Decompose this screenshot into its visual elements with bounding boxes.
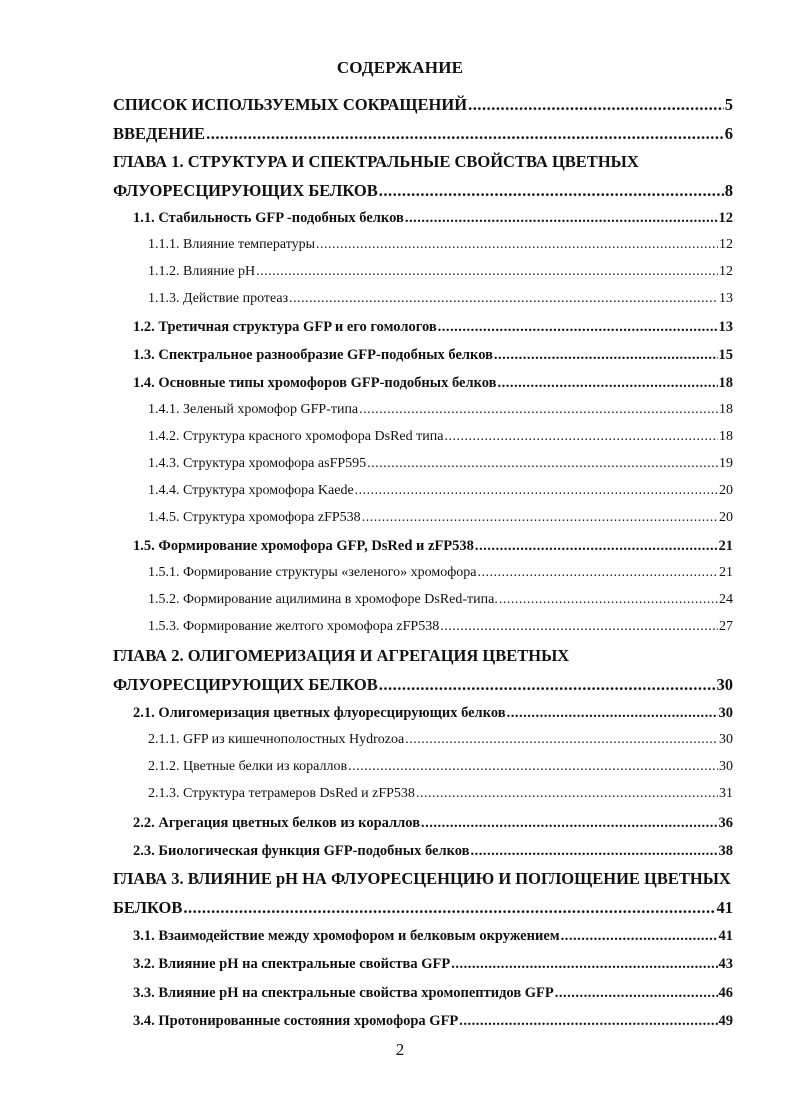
toc-entry-text: 2.1. Олигомеризация цветных флуоресцирующих белков	[133, 705, 506, 721]
toc-entry-page: 5	[724, 95, 733, 114]
toc-entry-page: 49	[718, 1013, 733, 1029]
toc-entry-page: 18	[718, 375, 733, 391]
toc-heading	[113, 152, 639, 172]
toc-entry[interactable]	[113, 124, 733, 144]
dot-leader	[379, 181, 724, 201]
toc-entry-page: 13	[719, 291, 733, 306]
toc-entry[interactable]	[148, 481, 733, 501]
toc-entry[interactable]	[133, 813, 733, 833]
toc-entry-page: 41	[718, 928, 733, 944]
dot-leader	[438, 317, 718, 337]
dot-leader	[367, 454, 718, 474]
dot-leader	[421, 813, 717, 833]
dot-leader	[362, 508, 718, 528]
toc-entry-text: 1.5.1. Формирование структуры «зеленого» хромофора	[148, 565, 477, 580]
toc-entry-text: 1.4.4. Структура хромофора Kaede	[148, 483, 354, 498]
toc-entry-page: 20	[719, 510, 733, 525]
toc-heading	[113, 646, 569, 666]
toc-entry[interactable]	[148, 617, 733, 637]
toc-entry[interactable]	[113, 181, 733, 201]
toc-entry-page: 12	[718, 210, 733, 226]
toc-entry[interactable]	[133, 208, 733, 228]
dot-leader	[561, 926, 718, 946]
toc-entry[interactable]	[148, 262, 733, 282]
dot-leader	[444, 427, 718, 447]
toc-entry[interactable]	[148, 454, 733, 474]
toc-entry-page: 30	[716, 675, 733, 694]
toc-entry-page: 20	[719, 483, 733, 498]
dot-leader	[478, 563, 718, 583]
toc-entry-page: 27	[719, 619, 733, 634]
toc-entry-page: 30	[719, 759, 733, 774]
dot-leader	[468, 95, 724, 115]
toc-entry-text: 3.4. Протонированные состояния хромофора GFP	[133, 1013, 459, 1029]
toc-entry-text: 2.1.2. Цветные белки из кораллов	[148, 759, 348, 774]
toc-entry-text: 1.4.5. Структура хромофора zFP538	[148, 510, 361, 525]
toc-entry-text: 1.4.3. Структура хромофора asFP595	[148, 456, 367, 471]
dot-leader	[348, 757, 718, 777]
toc-entry[interactable]	[133, 536, 733, 556]
toc-entry-text: 1.1.3. Действие протеаз	[148, 291, 289, 306]
toc-entry-text: 1.1. Стабильность GFP -подобных белков	[133, 210, 404, 226]
dot-leader	[499, 590, 718, 610]
dot-leader	[289, 289, 718, 309]
toc-entry-text: 1.5.2. Формирование ацилимина в хромофоре DsRed-типа.	[148, 592, 498, 607]
toc-entry-text: 1.4. Основные типы хромофоров GFP-подобных белков	[133, 375, 497, 391]
toc-entry-page: 31	[719, 786, 733, 801]
dot-leader	[555, 983, 718, 1003]
toc-entry-page: 30	[719, 732, 733, 747]
dot-leader	[475, 536, 718, 556]
toc-entry-page: 21	[718, 538, 733, 554]
toc-entry-page: 18	[719, 402, 733, 417]
page-title: СОДЕРЖАНИЕ	[336, 58, 464, 77]
dot-leader	[183, 898, 715, 918]
toc-entry[interactable]	[133, 841, 733, 861]
toc-entry[interactable]	[133, 983, 733, 1003]
toc-entry-page: 21	[719, 565, 733, 580]
toc-entry[interactable]	[133, 317, 733, 337]
page-number: 2	[395, 1040, 405, 1059]
toc-heading	[113, 869, 731, 889]
toc-entry[interactable]	[148, 563, 733, 583]
toc-entry[interactable]	[148, 784, 733, 804]
toc-entry[interactable]	[133, 345, 733, 365]
toc-entry-text: 3.3. Влияние pH на спектральные свойства хромопептидов GFP	[133, 985, 554, 1001]
toc-entry-text: ГЛАВА 1. СТРУКТУРА И СПЕКТРАЛЬНЫЕ СВОЙСТВА ЦВЕТНЫХ	[113, 152, 639, 171]
toc-entry[interactable]	[113, 95, 733, 115]
toc-entry-text: 2.3. Биологическая функция GFP-подобных белков	[133, 843, 470, 859]
dot-leader	[459, 1011, 717, 1031]
toc-entry-text: 1.1.1. Влияние температуры	[148, 237, 316, 252]
toc-entry[interactable]	[148, 400, 733, 420]
toc-entry-text: 1.5.3. Формирование желтого хромофора zFP538	[148, 619, 440, 634]
toc-entry-text: БЕЛКОВ	[113, 898, 183, 917]
toc-entry-page: 36	[718, 815, 733, 831]
toc-entry[interactable]	[148, 508, 733, 528]
dot-leader	[416, 784, 718, 804]
toc-entry-page: 43	[718, 956, 733, 972]
toc-entry-page: 30	[718, 705, 733, 721]
toc-entry[interactable]	[148, 730, 733, 750]
dot-leader	[405, 730, 718, 750]
dot-leader	[507, 703, 718, 723]
toc-entry-text: ФЛУОРЕСЦИРУЮЩИХ БЕЛКОВ	[113, 675, 378, 694]
dot-leader	[379, 675, 716, 695]
toc-entry[interactable]	[133, 926, 733, 946]
toc-entry-page: 6	[724, 124, 733, 143]
toc-entry-text: 2.1.3. Структура тетрамеров DsRed и zFP538	[148, 786, 415, 801]
toc-entry-text: 1.4.1. Зеленый хромофор GFP-типа	[148, 402, 359, 417]
toc-entry-text: 3.1. Взаимодействие между хромофором и белковым окружением	[133, 928, 560, 944]
dot-leader	[316, 235, 718, 255]
toc-entry-text: 1.5. Формирование хромофора GFP, DsRed и zFP538	[133, 538, 474, 554]
toc-entry[interactable]	[148, 427, 733, 447]
toc-entry-text: СПИСОК ИСПОЛЬЗУЕМЫХ СОКРАЩЕНИЙ	[113, 95, 468, 114]
toc-entry-page: 12	[719, 264, 733, 279]
dot-leader	[256, 262, 718, 282]
toc-entry[interactable]	[148, 757, 733, 777]
toc-entry[interactable]	[133, 373, 733, 393]
toc-entry-text: ФЛУОРЕСЦИРУЮЩИХ БЕЛКОВ	[113, 181, 378, 200]
toc-entry-page: 41	[716, 898, 733, 917]
toc-entry-text: ГЛАВА 2. ОЛИГОМЕРИЗАЦИЯ И АГРЕГАЦИЯ ЦВЕТНЫХ	[113, 646, 570, 665]
toc-entry-page: 15	[718, 347, 733, 363]
dot-leader	[498, 373, 718, 393]
toc-entry-text: 1.2. Третичная структура GFP и его гомологов	[133, 319, 437, 335]
toc-entry-page: 46	[718, 985, 733, 1001]
dot-leader	[440, 617, 718, 637]
toc-entry-page: 18	[719, 429, 733, 444]
toc-entry[interactable]	[133, 703, 733, 723]
toc-entry-text: ВВЕДЕНИЕ	[113, 124, 206, 143]
dot-leader	[494, 345, 718, 365]
toc-entry-page: 12	[719, 237, 733, 252]
toc-entry[interactable]	[113, 898, 733, 918]
toc-entry-text: 1.3. Спектральное разнообразие GFP-подобных белков	[133, 347, 493, 363]
toc-entry-text: 2.2. Агрегация цветных белков из кораллов	[133, 815, 421, 831]
toc-entry[interactable]	[133, 954, 733, 974]
toc-entry[interactable]	[148, 590, 733, 610]
toc-entry-text: 2.1.1. GFP из кишечнополостных Hydrozoa	[148, 732, 405, 747]
toc-entry-page: 38	[718, 843, 733, 859]
toc-entry-text: 3.2. Влияние pH на спектральные свойства GFP	[133, 956, 451, 972]
toc-entry-page: 8	[724, 181, 733, 200]
dot-leader	[359, 400, 718, 420]
toc-entry-page: 24	[719, 592, 733, 607]
toc-entry[interactable]	[148, 289, 733, 309]
toc-entry-text: ГЛАВА 3. ВЛИЯНИЕ pH НА ФЛУОРЕСЦЕНЦИЮ И ПОГЛОЩЕНИЕ ЦВЕТНЫХ	[113, 869, 731, 888]
toc-entry-text: 1.1.2. Влияние pH	[148, 264, 256, 279]
dot-leader	[471, 841, 718, 861]
dot-leader	[355, 481, 718, 501]
toc-entry-text: 1.4.2. Структура красного хромофора DsRed типа	[148, 429, 444, 444]
toc-entry[interactable]	[133, 1011, 733, 1031]
dot-leader	[206, 124, 724, 144]
toc-entry[interactable]	[113, 675, 733, 695]
dot-leader	[405, 208, 718, 228]
toc-entry-page: 13	[718, 319, 733, 335]
toc-entry[interactable]	[148, 235, 733, 255]
toc-entry-page: 19	[719, 456, 733, 471]
dot-leader	[451, 954, 717, 974]
